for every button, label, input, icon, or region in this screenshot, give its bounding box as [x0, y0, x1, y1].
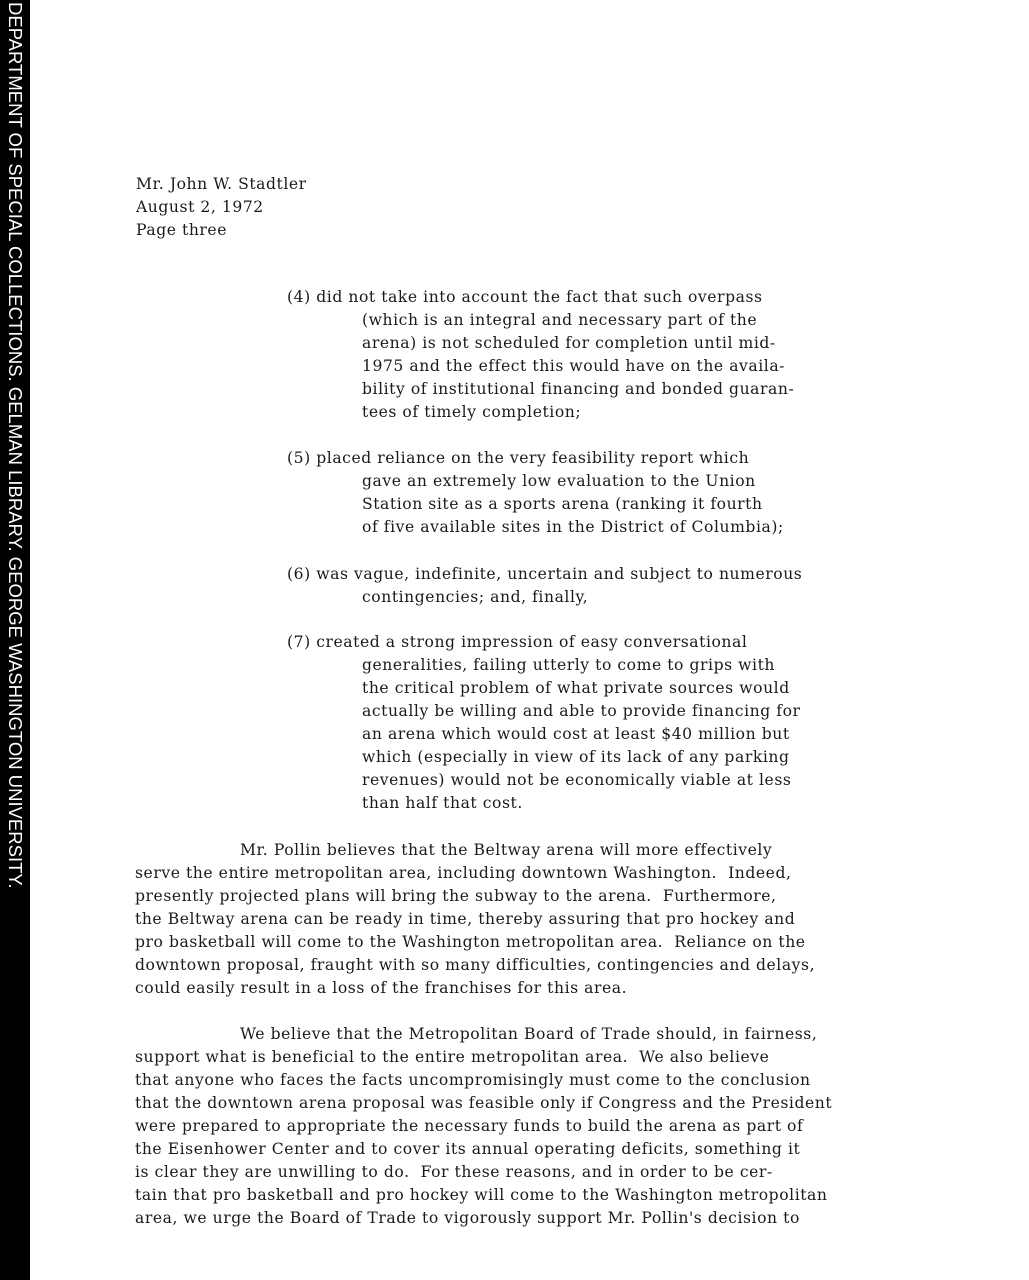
- numbered-item-line: contingencies; and, finally,: [362, 588, 589, 606]
- numbered-item-line: of five available sites in the District of Columbia);: [362, 518, 784, 536]
- numbered-item-line: Station site as a sports arena (ranking it fourth: [362, 495, 763, 513]
- paragraph-line: support what is beneficial to the entire metropolitan area. We also believe: [135, 1048, 770, 1066]
- letter-header-line: Page three: [136, 221, 227, 239]
- paragraph-line: presently projected plans will bring the subway to the arena. Furthermore,: [135, 887, 777, 905]
- numbered-item-line: (6) was vague, indefinite, uncertain and subject to numerous: [287, 565, 803, 583]
- paragraph-line: the Eisenhower Center and to cover its annual operating deficits, something it: [135, 1140, 801, 1158]
- letter-header-line: Mr. John W. Stadtler: [136, 175, 307, 193]
- numbered-item-line: which (especially in view of its lack of any parking: [362, 748, 790, 766]
- numbered-item-line: (7) created a strong impression of easy conversational: [287, 633, 748, 651]
- numbered-item-line: actually be willing and able to provide financing for: [362, 702, 801, 720]
- paragraph-line: were prepared to appropriate the necessary funds to build the arena as part of: [135, 1117, 804, 1135]
- numbered-item-line: (5) placed reliance on the very feasibility report which: [287, 449, 750, 467]
- letter-header-line: August 2, 1972: [136, 198, 264, 216]
- numbered-item-line: 1975 and the effect this would have on the availa-: [362, 357, 785, 375]
- paragraph-line: Mr. Pollin believes that the Beltway arena will more effectively: [240, 841, 773, 859]
- numbered-item-line: gave an extremely low evaluation to the Union: [362, 472, 756, 490]
- paragraph-line: area, we urge the Board of Trade to vigorously support Mr. Pollin's decision to: [135, 1209, 800, 1227]
- paragraph-line: could easily result in a loss of the franchises for this area.: [135, 979, 628, 997]
- numbered-item-line: arena) is not scheduled for completion until mid-: [362, 334, 776, 352]
- numbered-item-line: an arena which would cost at least $40 million but: [362, 725, 790, 743]
- paragraph-line: serve the entire metropolitan area, including downtown Washington. Indeed,: [135, 864, 792, 882]
- numbered-item-line: bility of institutional financing and bonded guaran-: [362, 380, 795, 398]
- paragraph-line: tain that pro basketball and pro hockey will come to the Washington metropolitan: [135, 1186, 828, 1204]
- paragraph-line: is clear they are unwilling to do. For these reasons, and in order to be cer-: [135, 1163, 773, 1181]
- paragraph-line: that anyone who faces the facts uncompromisingly must come to the conclusion: [135, 1071, 811, 1089]
- numbered-item-line: revenues) would not be economically viable at less: [362, 771, 792, 789]
- paragraph-line: the Beltway arena can be ready in time, thereby assuring that pro hockey and: [135, 910, 796, 928]
- archive-caption: DEPARTMENT OF SPECIAL COLLECTIONS. GELMAN LIBRARY. GEORGE WASHINGTON UNIVERSITY.: [5, 2, 26, 889]
- numbered-item-line: (which is an integral and necessary part of the: [362, 311, 758, 329]
- numbered-item-line: than half that cost.: [362, 794, 523, 812]
- numbered-item-line: (4) did not take into account the fact that such overpass: [287, 288, 763, 306]
- numbered-item-line: generalities, failing utterly to come to grips with: [362, 656, 776, 674]
- paragraph-line: downtown proposal, fraught with so many difficulties, contingencies and delays,: [135, 956, 816, 974]
- paragraph-line: pro basketball will come to the Washington metropolitan area. Reliance on the: [135, 933, 806, 951]
- numbered-item-line: tees of timely completion;: [362, 403, 582, 421]
- paragraph-line: that the downtown arena proposal was feasible only if Congress and the President: [135, 1094, 833, 1112]
- numbered-item-line: the critical problem of what private sources would: [362, 679, 790, 697]
- paragraph-line: We believe that the Metropolitan Board of Trade should, in fairness,: [240, 1025, 818, 1043]
